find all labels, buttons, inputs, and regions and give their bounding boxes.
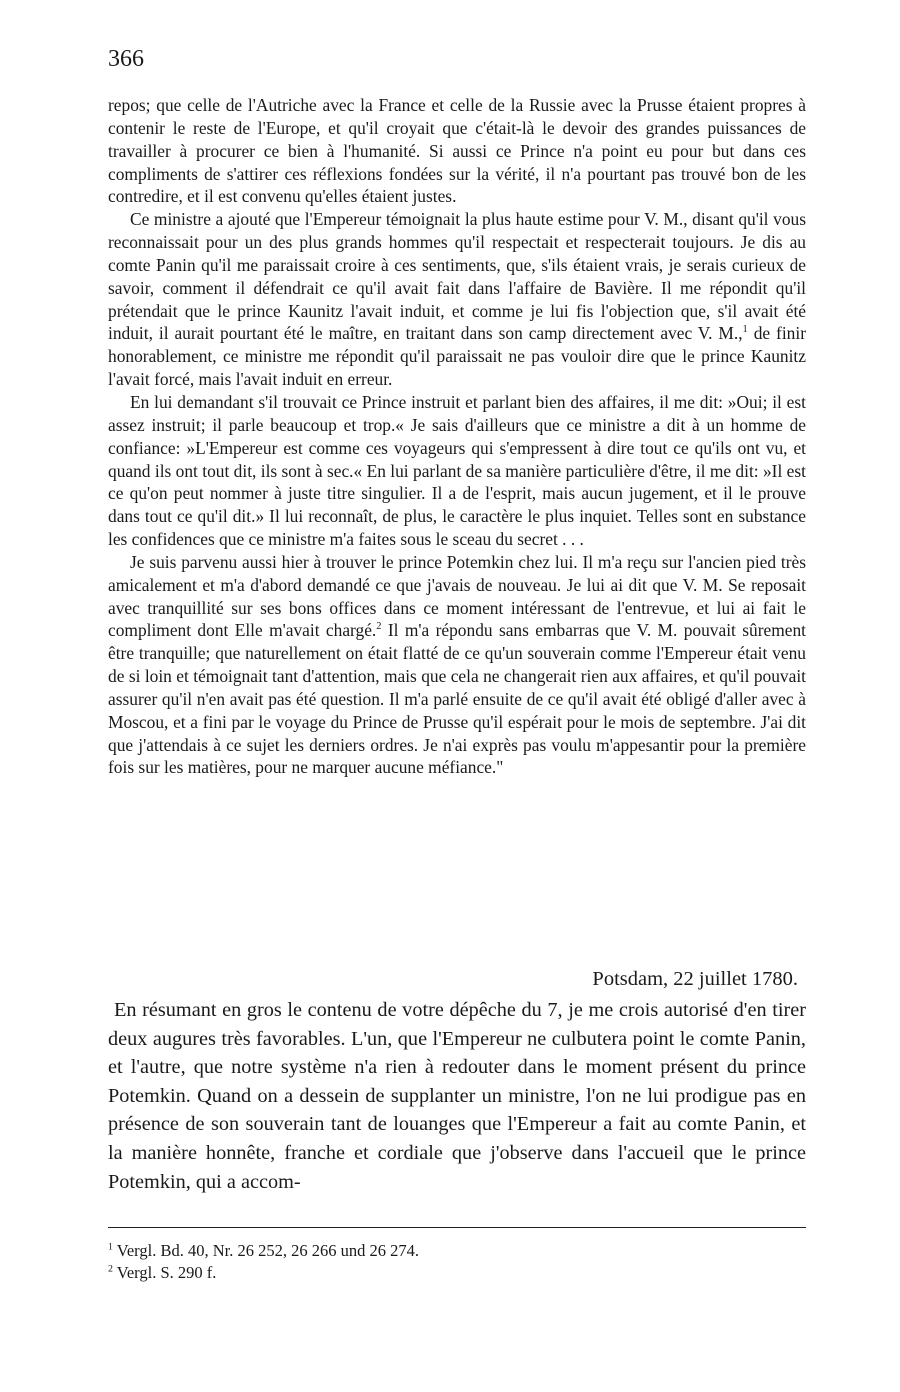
page-number: 366 (108, 46, 144, 72)
footnote-divider (108, 1227, 806, 1228)
paragraph-2-part-2: de finir honorablement, ce ministre me répondit qu'il paraissait ne pas vouloir dire que le prince Kaunitz l'avait forcé, mais l'avait induit en erreur. (108, 323, 806, 390)
footnote-1 (108, 1240, 806, 1262)
paragraph-2-part-1: Ce ministre a ajouté que l'Empereur témoignait la plus haute estime pour V. M., disant qu'il vous reconnaissait pour un des plus grands hommes qu'il respectait et respecterait toujours. Je dis au comte Panin qu'il me paraissait croire à ces sentiments, que, s'ils étaient vrais, je serais curieux de savoir, comment il défendrait ce qu'il avait fait dans l'affaire de Bavière. Il me répondit qu'il prétendait que le prince Kaunitz l'avait induit, et comme je lui fis l'objection que, s'il avait été induit, il aurait pourtant été le maître, en traitant dans son camp directement avec V. M., (108, 209, 806, 344)
paragraph-4-part-1: Je suis parvenu aussi hier à trouver le prince Potemkin chez lui. Il m'a reçu sur l'ancien pied très amicalement et m'a d'abord demandé ce que j'avais de nouveau. Je lui ai dit que V. M. Se reposait avec tranquillité sur ses bons offices dans ce moment intéressant de l'entrevue, et lui ai fait le compliment dont Elle m'avait chargé. (108, 551, 806, 641)
paragraph-3: En lui demandant s'il trouvait ce Prince instruit et parlant bien des affaires, il me dit: »Oui; il est assez instruit; il parle beaucoup et trop.« Je sais d'ailleurs que ce ministre a dit à un homme de confiance: »L'Empereur est comme ces voyageurs qui s'empressent à dire tout ce qu'ils ont vu, et quand ils ont tout dit, ils sont à sec.« En lui parlant de sa manière particulière d'être, il me dit: »Il est ce qu'on peut nommer à juste titre singulier. Il a de l'esprit, mais aucun jugement, et il le prouve dans tout ce qu'il dit.» Il lui reconnaît, de plus, le caractère le plus inquiet. Telles sont en substance les confidences que ce ministre m'a faites sous le sceau du secret . . . (108, 391, 806, 550)
paragraph-1: repos; que celle de l'Autriche avec la France et celle de la Russie avec la Prusse étaient propres à contenir le reste de l'Europe, et qu'il croyait que c'était-là le devoir des grandes puissances de travailler à procurer ce bien à l'humanité. Si aussi ce Prince n'a point eu pour but dans ces compliments de s'attirer ces réflexions fondées sur la vérité, il n'a pourtant pas trouvé bon de les contredire, et il est convenu qu'elles étaient justes. (108, 95, 806, 207)
dateline: Potsdam, 22 juillet 1780. (592, 968, 798, 990)
letter-paragraph: En résumant en gros le contenu de votre dépêche du 7, je me crois autorisé d'en tirer deux augures très favorables. L'un, que l'Empereur ne culbutera point le comte Panin, et l'autre, que notre système n'a rien à redouter dans le moment présent du prince Potemkin. Quand on a dessein de supplanter un ministre, l'on ne lui prodigue pas en présence de son souverain tant de louanges que l'Empereur a fait au comte Panin, et la manière honnête, franche et cordiale que j'observe dans l'accueil que le prince Potemkin, qui a accom- (108, 999, 806, 1193)
paragraph-2 (108, 208, 806, 391)
footnote-ref-1: 1 (742, 324, 748, 336)
paragraph-4-part-2: Il m'a répondu sans embarras que V. M. pouvait sûrement être tranquille; que naturellement on était flatté de ce qu'un souverain comme l'Empereur était venu de si loin et témoignait tant d'attention, mais que cela ne changerait rien aux affaires, et qu'il pouvait assurer qu'il n'en avait pas été question. Il m'a parlé ensuite de ce qu'il avait été obligé d'aller avec à Moscou, et a fini par le voyage du Prince de Prusse qu'il espérait pour le mois de septembre. J'ai dit que j'attendais à ce sujet les derniers ordres. Je n'ai exprès pas voulu m'appesantir pour la première fois sur les matières, pour ne marquer aucune méfiance." (108, 620, 806, 778)
report-text (108, 94, 806, 779)
letter-text (108, 996, 806, 1196)
footnote-text: Vergl. S. 290 f. (116, 1263, 217, 1282)
paragraph-4 (108, 551, 806, 779)
footnote-mark: 2 (108, 1263, 113, 1275)
footnote-mark: 1 (108, 1241, 113, 1253)
footnote-text: Vergl. Bd. 40, Nr. 26 252, 26 266 und 26 274. (116, 1241, 419, 1260)
footnotes (108, 1240, 806, 1284)
footnote-2 (108, 1262, 806, 1284)
footnote-ref-2: 2 (376, 621, 382, 633)
